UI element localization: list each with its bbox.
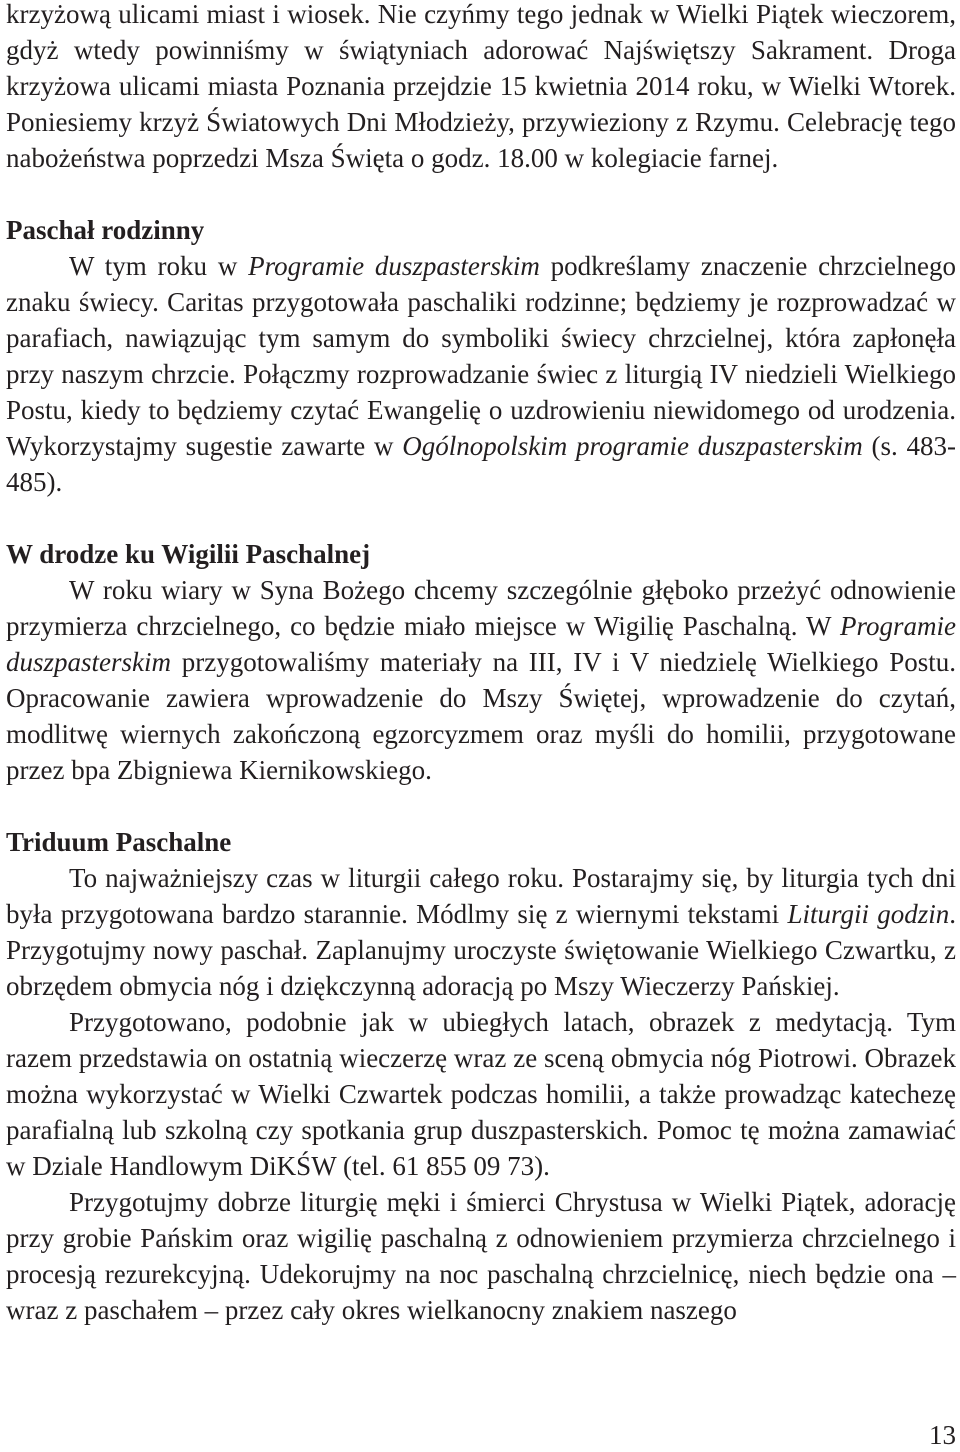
section-paragraph: W roku wiary w Syna Bożego chcemy szczególnie głęboko przeżyć odnowienie przymierza chrzcielnego, co będzie miało miejsce w Wigilię Paschalną. W Programie duszpasterskim przygotowaliśmy materiały na III, IV i V niedzielę Wielkiego Postu. Opracowanie zawiera wprowadzenie do Mszy Świętej, wprowadzenie do czytań, modlitwę wiernych zakończoną egzorcyzmem oraz myśli do homilii, przygotowane przez bpa Zbigniewa Kiernikowskiego. [6,575,956,785]
section-heading: Triduum Paschalne [6,827,232,857]
spacer [6,500,956,536]
section-easter-vigil [6,536,956,788]
section-triduum [6,824,956,1328]
italic-title: Liturgii godzin [787,899,950,929]
section-paschal-family [6,212,956,500]
intro-paragraph: krzyżową ulicami miast i wiosek. Nie czyńmy tego jednak w Wielki Piątek wieczorem, gdyż wtedy powinniśmy w świątyniach adorować Najświętszy Sakrament. Droga krzyżowa ulicami miasta Poznania przejdzie 15 kwietnia 2014 roku, w Wielki Wtorek. Poniesiemy krzyż Światowych Dni Młodzieży, przywieziony z Rzymu. Celebrację tego nabożeństwa poprzedzi Msza Święta o godz. 18.00 w kolegiacie farnej. [6,0,956,173]
section-heading: Paschał rodzinny [6,215,205,245]
italic-title: Ogólnopolskim programie duszpasterskim [402,431,863,461]
section-paragraph: W tym roku w Programie duszpasterskim podkreślamy znaczenie chrzcielnego znaku świecy. Caritas przygotowała paschaliki rodzinne; będziemy je rozprowadzać w parafiach, nawiązując tym samym do symboliki świecy chrzcielnej, która zapłonęła przy naszym chrzcie. Połączmy rozprowadzanie świec z liturgią IV niedzieli Wielkiego Postu, kiedy to będziemy czytać Ewangelię o uzdrowieniu niewidomego od urodzenia. Wykorzystajmy sugestie zawarte w Ogólnopolskim programie duszpasterskim (s. 483-485). [6,251,956,497]
intro-section [6,0,956,176]
section-heading: W drodze ku Wigilii Paschalnej [6,539,371,569]
section-paragraph: Przygotujmy dobrze liturgię męki i śmierci Chrystusa w Wielki Piątek, adorację przy grobie Pańskim oraz wigilię paschalną z odnowieniem przymierza chrzcielnego i procesją rezurekcyjną. Udekorujmy na noc paschalną chrzcielnicę, niech będzie ona – wraz z paschałem – przez cały okres wielkanocny znakiem naszego [6,1187,956,1325]
italic-title: Programie duszpasterskim [6,611,956,677]
page-number: 13 [929,1420,956,1450]
document-page [6,0,956,1328]
spacer [6,176,956,212]
italic-title: Programie duszpasterskim [248,251,540,281]
spacer [6,788,956,824]
section-paragraph: To najważniejszy czas w liturgii całego roku. Postarajmy się, by liturgia tych dni była przygotowana bardzo starannie. Módlmy się z wiernymi tekstami Liturgii godzin. Przygotujmy nowy paschał. Zaplanujmy uroczyste świętowanie Wielkiego Czwartku, z obrzędem obmycia nóg i dziękczynną adoracją po Mszy Wieczerzy Pańskiej. [6,863,956,1001]
section-paragraph: Przygotowano, podobnie jak w ubiegłych latach, obrazek z medytacją. Tym razem przedstawia on ostatnią wieczerzę wraz ze sceną obmycia nóg Piotrowi. Obrazek można wykorzystać w Wielki Czwartek podczas homilii, a także prowadząc katechezę parafialną lub szkolną czy spotkania grup duszpasterskich. Pomoc tę można zamawiać w Dziale Handlowym DiKŚW (tel. 61 855 09 73). [6,1007,956,1181]
